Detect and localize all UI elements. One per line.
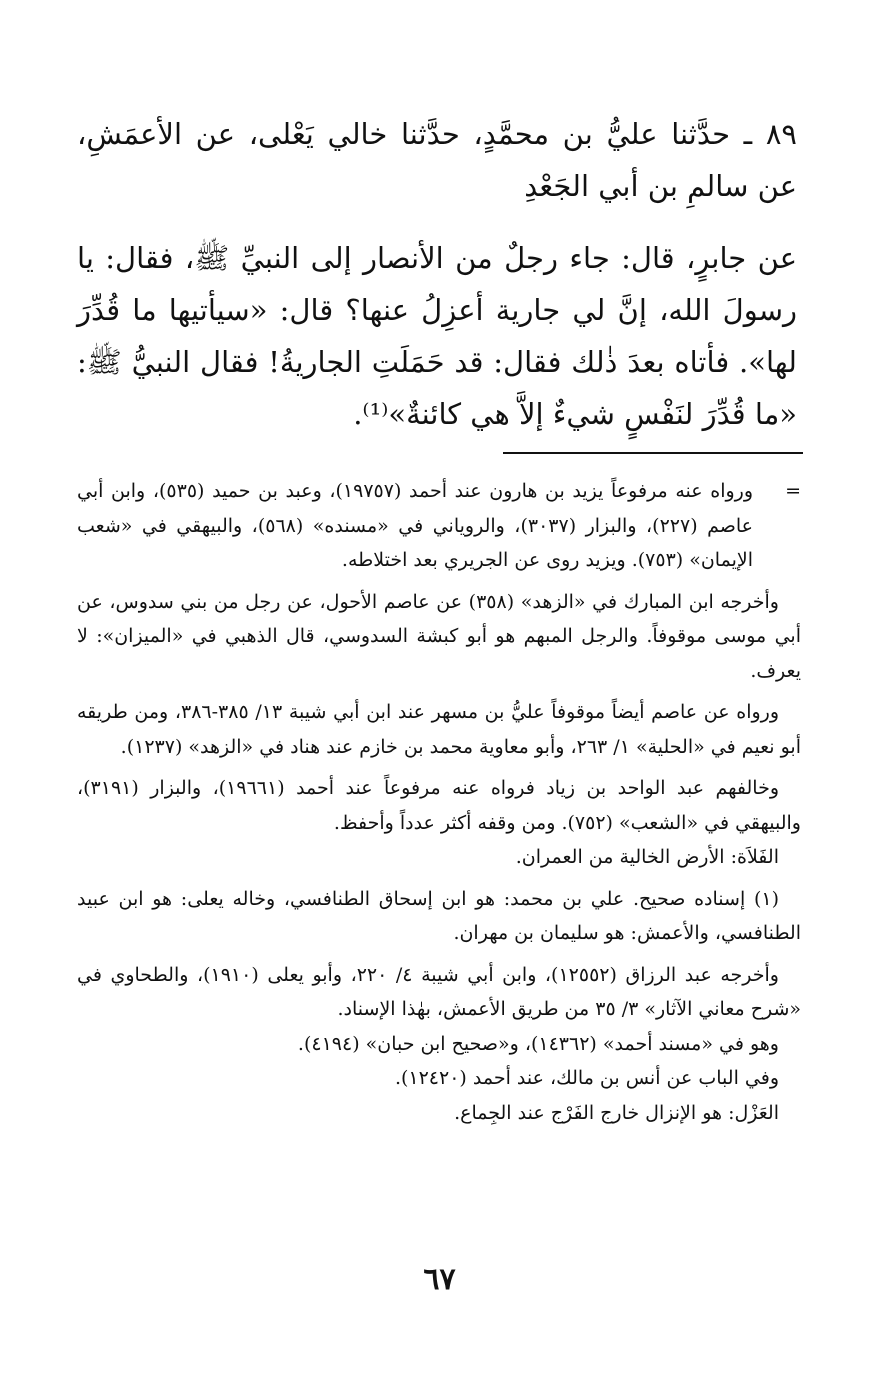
continuation-mark: = — [785, 480, 801, 502]
footnote-paragraph: العَزْل: هو الإنزال خارج الفَرْج عند الجِماع. — [454, 1101, 779, 1124]
footnote-paragraph: وهو في «مسند أحمد» (١٤٣٦٢)، و«صحيح ابن حبان» (٤١٩٤). — [297, 1032, 779, 1055]
hadith-matn: عن جابرٍ، قال: جاء رجلٌ من الأنصار إلى النبيِّ ﷺ، فقال: يا رسولَ الله، إنَّ لي جارية أعزِلُ عنها؟ قال: «سيأتيها ما قُدِّرَ لها». فأتاه بعدَ ذٰلك فقال: قد حَمَلَتِ الجاريةُ! فقال النبيُّ ﷺ: «ما قُدِّرَ لنَفْسٍ شيءٌ إلاَّ هي كائنةٌ»⁽¹⁾. — [77, 241, 797, 431]
footnotes — [77, 474, 801, 1130]
footnote-text: ورواه عنه مرفوعاً يزيد بن هارون عند أحمد (١٩٧٥٧)، وعبد بن حميد (٥٣٥)، وابن أبي عاصم (٢٢٧)، والبزار (٣٠٣٧)، والروياني في «مسنده» (٥٦٨)، والبيهقي في «شعب الإيمان» (٧٥٣). ويزيد روى عن الجريري بعد اختلاطه. — [77, 480, 754, 571]
footnote-paragraph: وفي الباب عن أنس بن مالك، عند أحمد (١٢٤٢٠). — [394, 1067, 779, 1089]
footnote-paragraph: (١) إسناده صحيح. علي بن محمد: هو ابن إسحاق الطنافسي، وخاله يعلى: هو ابن عبيد الطنافسي، والأعمش: هو سليمان بن مهران. — [77, 887, 801, 944]
footnote-paragraph: الفَلاَة: الأرض الخالية من العمران. — [515, 846, 779, 868]
footnote-paragraph — [77, 474, 801, 578]
footnote-paragraph: ورواه عن عاصم أيضاً موقوفاً عليُّ بن مسهر عند ابن أبي شيبة ١٣/ ٣٨٥-٣٨٦، ومن طريقه أبو نعيم في «الحلية» ١/ ٢٦٣، وأبو معاوية محمد بن خازم عند هناد في «الزهد» (١٢٣٧). — [77, 701, 801, 758]
footnote-paragraph: وأخرجه عبد الرزاق (١٢٥٥٢)، وابن أبي شيبة ٤/ ٢٢٠، وأبو يعلى (١٩١٠)، والطحاوي في «شرح معاني الآثار» ٣/ ٣٥ من طريق الأعمش، بهٰذا الإسناد. — [77, 963, 801, 1020]
hadith-isnad: ٨٩ ـ حدَّثنا عليُّ بن محمَّدٍ، حدَّثنا خالي يَعْلى، عن الأعمَشِ، عن سالمِ بن أبي الجَعْدِ — [77, 117, 797, 203]
footnote-paragraph: وخالفهم عبد الواحد بن زياد فرواه عنه مرفوعاً عند أحمد (١٩٦٦١)، والبزار (٣١٩١)، والبيهقي في «الشعب» (٧٥٢). ومن وقفه أكثر عدداً وأحفظ. — [77, 777, 801, 834]
page-number: ٦٧ — [423, 1262, 456, 1297]
hadith-text — [77, 108, 797, 440]
footnote-separator — [503, 452, 803, 454]
footnote-paragraph: وأخرجه ابن المبارك في «الزهد» (٣٥٨) عن عاصم الأحول، عن رجل من بني سدوس، عن أبي موسى موقوفاً. والرجل المبهم هو أبو كبشة السدوسي، قال الذهبي في «الميزان»: لا يعرف. — [77, 590, 801, 682]
